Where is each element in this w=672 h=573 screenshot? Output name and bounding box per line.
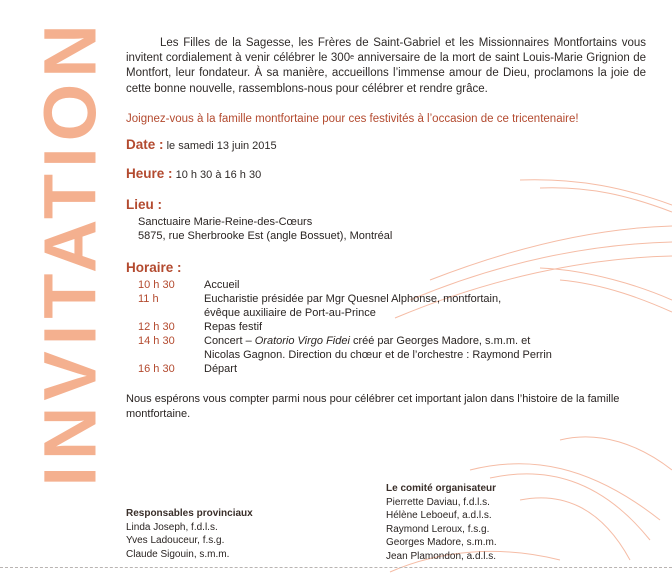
schedule-time: 14 h 30 xyxy=(138,334,175,347)
intro-paragraph xyxy=(126,36,646,97)
schedule-time: 16 h 30 xyxy=(138,362,175,375)
schedule-desc: Accueil xyxy=(204,278,240,291)
location-line: 5875, rue Sherbrooke Est (angle Bossuet), Montréal xyxy=(138,230,393,243)
organizing-committee xyxy=(386,482,497,563)
schedule-desc: Départ xyxy=(204,362,238,375)
provincial-leaders xyxy=(126,507,253,561)
schedule-time: 11 h xyxy=(138,292,159,305)
committee-member: Georges Madore, s.m.m. xyxy=(386,537,497,548)
schedule-list xyxy=(126,278,646,376)
schedule-desc: Repas festif xyxy=(204,320,263,333)
time-label: Heure : xyxy=(126,165,173,181)
invitation-vertical-title xyxy=(28,17,112,487)
committee-member: Hélène Leboeuf, a.d.l.s. xyxy=(386,510,492,521)
committee-member: Jean Plamondon, a.d.l.s. xyxy=(386,550,497,562)
schedule-item xyxy=(126,334,646,362)
concert-prefix: Concert – xyxy=(204,334,255,347)
committee-heading: Le comité organisateur xyxy=(386,483,497,494)
schedule-label: Horaire : xyxy=(126,259,182,275)
date-field xyxy=(126,137,646,152)
schedule-time: 10 h 30 xyxy=(138,278,175,291)
schedule-time: 12 h 30 xyxy=(138,320,175,333)
date-label: Date : xyxy=(126,136,164,152)
intro-text-end: anniversaire de la mort de saint Louis-Marie Grignion de Montfort, leur fondateur. À sa manière, accueillons l’immense amour de Dieu, proclamons la joie de cette bonne nouvelle, rassemblons-nous pour célébrer et rendre grâce. xyxy=(126,52,647,95)
schedule-desc: Nicolas Gagnon. Direction du chœur et de l’orchestre : Raymond Perrin xyxy=(204,348,552,361)
date-value: le samedi 13 juin 2015 xyxy=(166,139,277,152)
time-field xyxy=(126,166,646,181)
schedule-item xyxy=(126,320,646,334)
invitation-title-text: INVITATION xyxy=(28,17,112,487)
schedule-item xyxy=(126,278,646,292)
schedule-desc: Eucharistie présidée par Mgr Quesnel Alphonse, montfortain, xyxy=(204,292,502,305)
provincial-name: Linda Joseph, f.d.l.s. xyxy=(126,521,218,533)
committee-member: Pierrette Daviau, f.d.l.s. xyxy=(386,496,490,508)
schedule-desc xyxy=(204,334,646,348)
schedule-item xyxy=(126,292,646,320)
provincials-heading: Responsables provinciaux xyxy=(126,508,253,519)
invitation-body xyxy=(126,36,646,422)
provincial-name: Yves Ladouceur, f.s.g. xyxy=(126,535,225,546)
location-line: Sanctuaire Marie-Reine-des-Cœurs xyxy=(138,215,313,228)
intro-text-start: Les Filles de la Sagesse, les Frères de Saint-Gabriel et les Missionnaires Montfortains vous invitent cordialement à venir célébrer le 300 xyxy=(126,37,646,65)
dashed-cut-line xyxy=(0,567,672,568)
schedule-section xyxy=(126,260,646,376)
committee-member: Raymond Leroux, f.s.g. xyxy=(386,523,490,535)
concert-title: Oratorio Virgo Fidei xyxy=(254,334,350,347)
schedule-item xyxy=(126,362,646,376)
provincial-name: Claude Sigouin, s.m.m. xyxy=(126,548,230,560)
location-section xyxy=(126,197,646,244)
closing-paragraph: Nous espérons vous compter parmi nous pour célébrer cet important jalon dans l’histoire de la famille montfortaine. xyxy=(126,392,620,420)
time-value: 10 h 30 à 16 h 30 xyxy=(175,168,262,181)
concert-suffix: créé par Georges Madore, s.m.m. et xyxy=(349,334,531,347)
location-label: Lieu : xyxy=(126,196,162,212)
schedule-desc: évêque auxiliaire de Port-au-Prince xyxy=(204,306,376,319)
call-to-action: Joignez-vous à la famille montfortaine pour ces festivités à l’occasion de ce tricentenaire! xyxy=(126,112,579,125)
intro-ordinal-sup: e xyxy=(350,54,354,62)
